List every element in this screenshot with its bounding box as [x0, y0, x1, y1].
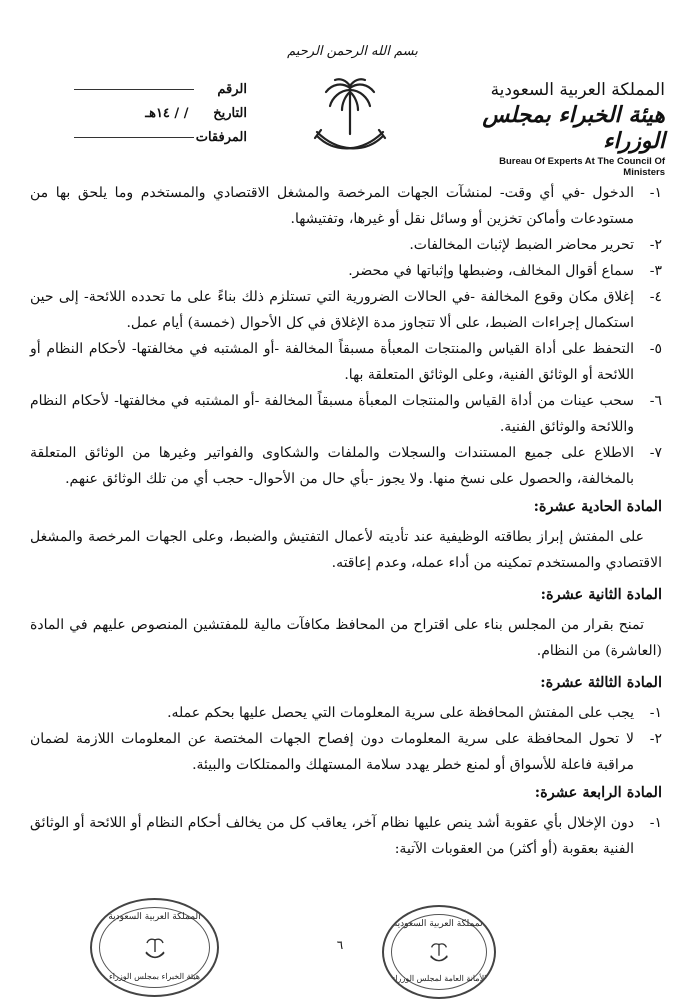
- item-number: ١-: [649, 185, 662, 201]
- item-text: لا تحول المحافظة على سرية المعلومات دون إفصاح الجهات المختصة عن المعلومات اللازمة لضمان مراقبة فاعلة للأسواق أو لمنع خطر يهدد سلامة المستهلك والممتلكات والبيئة.: [30, 731, 634, 773]
- item-text: دون الإخلال بأي عقوبة أشد ينص عليها نظام آخر، يعاقب كل من يخالف أحكام النظام أو اللائحة أو الوثائق الفنية بعقوبة (أو أكثر) من العقوبات الآتية:: [30, 815, 634, 857]
- list-item: [30, 440, 662, 492]
- list-item: [30, 726, 662, 778]
- reference-number-row: [32, 82, 247, 106]
- palm-and-crossed-swords-emblem-icon: [305, 72, 395, 162]
- attachments-row: [32, 130, 247, 154]
- list-item: [30, 258, 662, 284]
- document-body: [30, 180, 662, 862]
- list-item: [30, 284, 662, 336]
- page-number: ٦: [336, 938, 344, 952]
- item-text: يجب على المفتش المحافظة على سرية المعلومات التي يحصل عليها بحكم عمله.: [167, 705, 634, 721]
- stamp-emblem-icon: [142, 935, 168, 961]
- stamp-left-top-text: المملكة العربية السعودية: [108, 912, 201, 922]
- basmala: بسم الله الرحمن الرحيم: [287, 44, 418, 59]
- article-ten-items-list: [30, 180, 662, 492]
- reference-number-line: [74, 89, 194, 90]
- item-text: سماع أقوال المخالف، وضبطها وإثباتها في محضر.: [348, 263, 634, 279]
- item-number: ٣-: [649, 263, 662, 279]
- date-value: / / ١٤هـ: [145, 106, 189, 121]
- org-country: المملكة العربية السعودية: [490, 80, 665, 100]
- item-text: إغلاق مكان وقوع المخالفة -في الحالات الضرورية التي تستلزم ذلك بناءً على ما تحدده اللائحة- إلى حين استكمال إجراءات الضبط، على ألا تتجاوز مدة الإغلاق في كل الأحوال (خمسة) أيام عمل.: [30, 289, 634, 331]
- reference-number-label: الرقم: [217, 82, 247, 97]
- item-number: ٦-: [649, 393, 662, 409]
- article-12-heading: المادة الثانية عشرة:: [540, 586, 662, 603]
- article-11-heading: المادة الحادية عشرة:: [533, 498, 662, 515]
- item-number: ٢-: [649, 237, 662, 253]
- list-item: [30, 232, 662, 258]
- stamp-emblem-icon: [427, 940, 451, 964]
- list-item: [30, 180, 662, 232]
- date-row: [32, 106, 247, 130]
- reference-fields: [32, 82, 247, 154]
- stamp-right-top-text: المملكة العربية السعودية: [392, 919, 486, 929]
- official-stamp-right: [382, 905, 496, 999]
- article-12-text: تمنح بقرار من المجلس بناء على اقتراح من المحافظ مكافآت مالية للمفتشين المنصوص عليهم في المادة (العاشرة) من النظام.: [30, 617, 662, 659]
- item-number: ٥-: [649, 341, 662, 357]
- item-number: ٤-: [649, 289, 662, 305]
- list-item: [30, 336, 662, 388]
- attachments-label: المرفقات: [195, 130, 247, 145]
- attachments-line: [74, 137, 194, 138]
- org-name-english: Bureau Of Experts At The Council Of Ministers: [499, 156, 665, 178]
- list-item: [30, 388, 662, 440]
- stamp-left-bottom-text: هيئة الخبراء بمجلس الوزراء: [109, 972, 200, 981]
- article-14-heading: المادة الرابعة عشرة:: [534, 784, 662, 801]
- item-text: تحرير محاضر الضبط لإثبات المخالفات.: [409, 237, 634, 253]
- item-number: ٧-: [649, 445, 662, 461]
- item-number: ١-: [649, 705, 662, 721]
- item-text: التحفظ على أداة القياس والمنتجات المعبأة مسبقاً المخالفة -أو المشتبه في مخالفتها- لأحكام النظام أو اللائحة أو الوثائق الفنية، وعلى الوثائق المتعلقة بها.: [30, 341, 634, 383]
- item-text: الدخول -في أي وقت- لمنشآت الجهات المرخصة والمشغل الاقتصادي والمستخدم وما يلحق بها من مستودعات وأماكن تخزين أو وسائل نقل أو غيرها، وتفتيشها.: [30, 185, 634, 227]
- organization-letterhead: [455, 80, 665, 178]
- date-label: التاريخ: [213, 106, 247, 121]
- article-13-heading: المادة الثالثة عشرة:: [540, 674, 662, 691]
- list-item: [30, 700, 662, 726]
- item-text: سحب عينات من أداة القياس والمنتجات المعبأة مسبقاً المخالفة -أو المشتبه في مخالفتها- لأحكام النظام واللائحة والوثائق الفنية.: [30, 393, 634, 435]
- official-stamp-left: [90, 898, 219, 997]
- list-item: [30, 810, 662, 862]
- item-number: ٢-: [649, 731, 662, 747]
- item-number: ١-: [649, 815, 662, 831]
- item-text: الاطلاع على جميع المستندات والسجلات والملفات والشكاوى والفواتير وغيرها من الوثائق المتعلقة بالمخالفة، والحصول على نسخ منها. ولا يجوز -بأي حال من الأحوال- حجب أي من تلك الوثائق عنهم.: [30, 445, 634, 487]
- org-name: هيئة الخبراء بمجلس الوزراء: [482, 102, 665, 154]
- stamp-right-bottom-text: الأمانة العامة لمجلس الوزراء: [391, 974, 487, 983]
- article-11-text: على المفتش إبراز بطاقته الوظيفية عند تأديته لأعمال التفتيش والضبط، وعلى الجهات المرخصة والمشغل الاقتصادي والمستخدم تمكينه من أداء عمله، وعدم إعاقته.: [30, 529, 662, 571]
